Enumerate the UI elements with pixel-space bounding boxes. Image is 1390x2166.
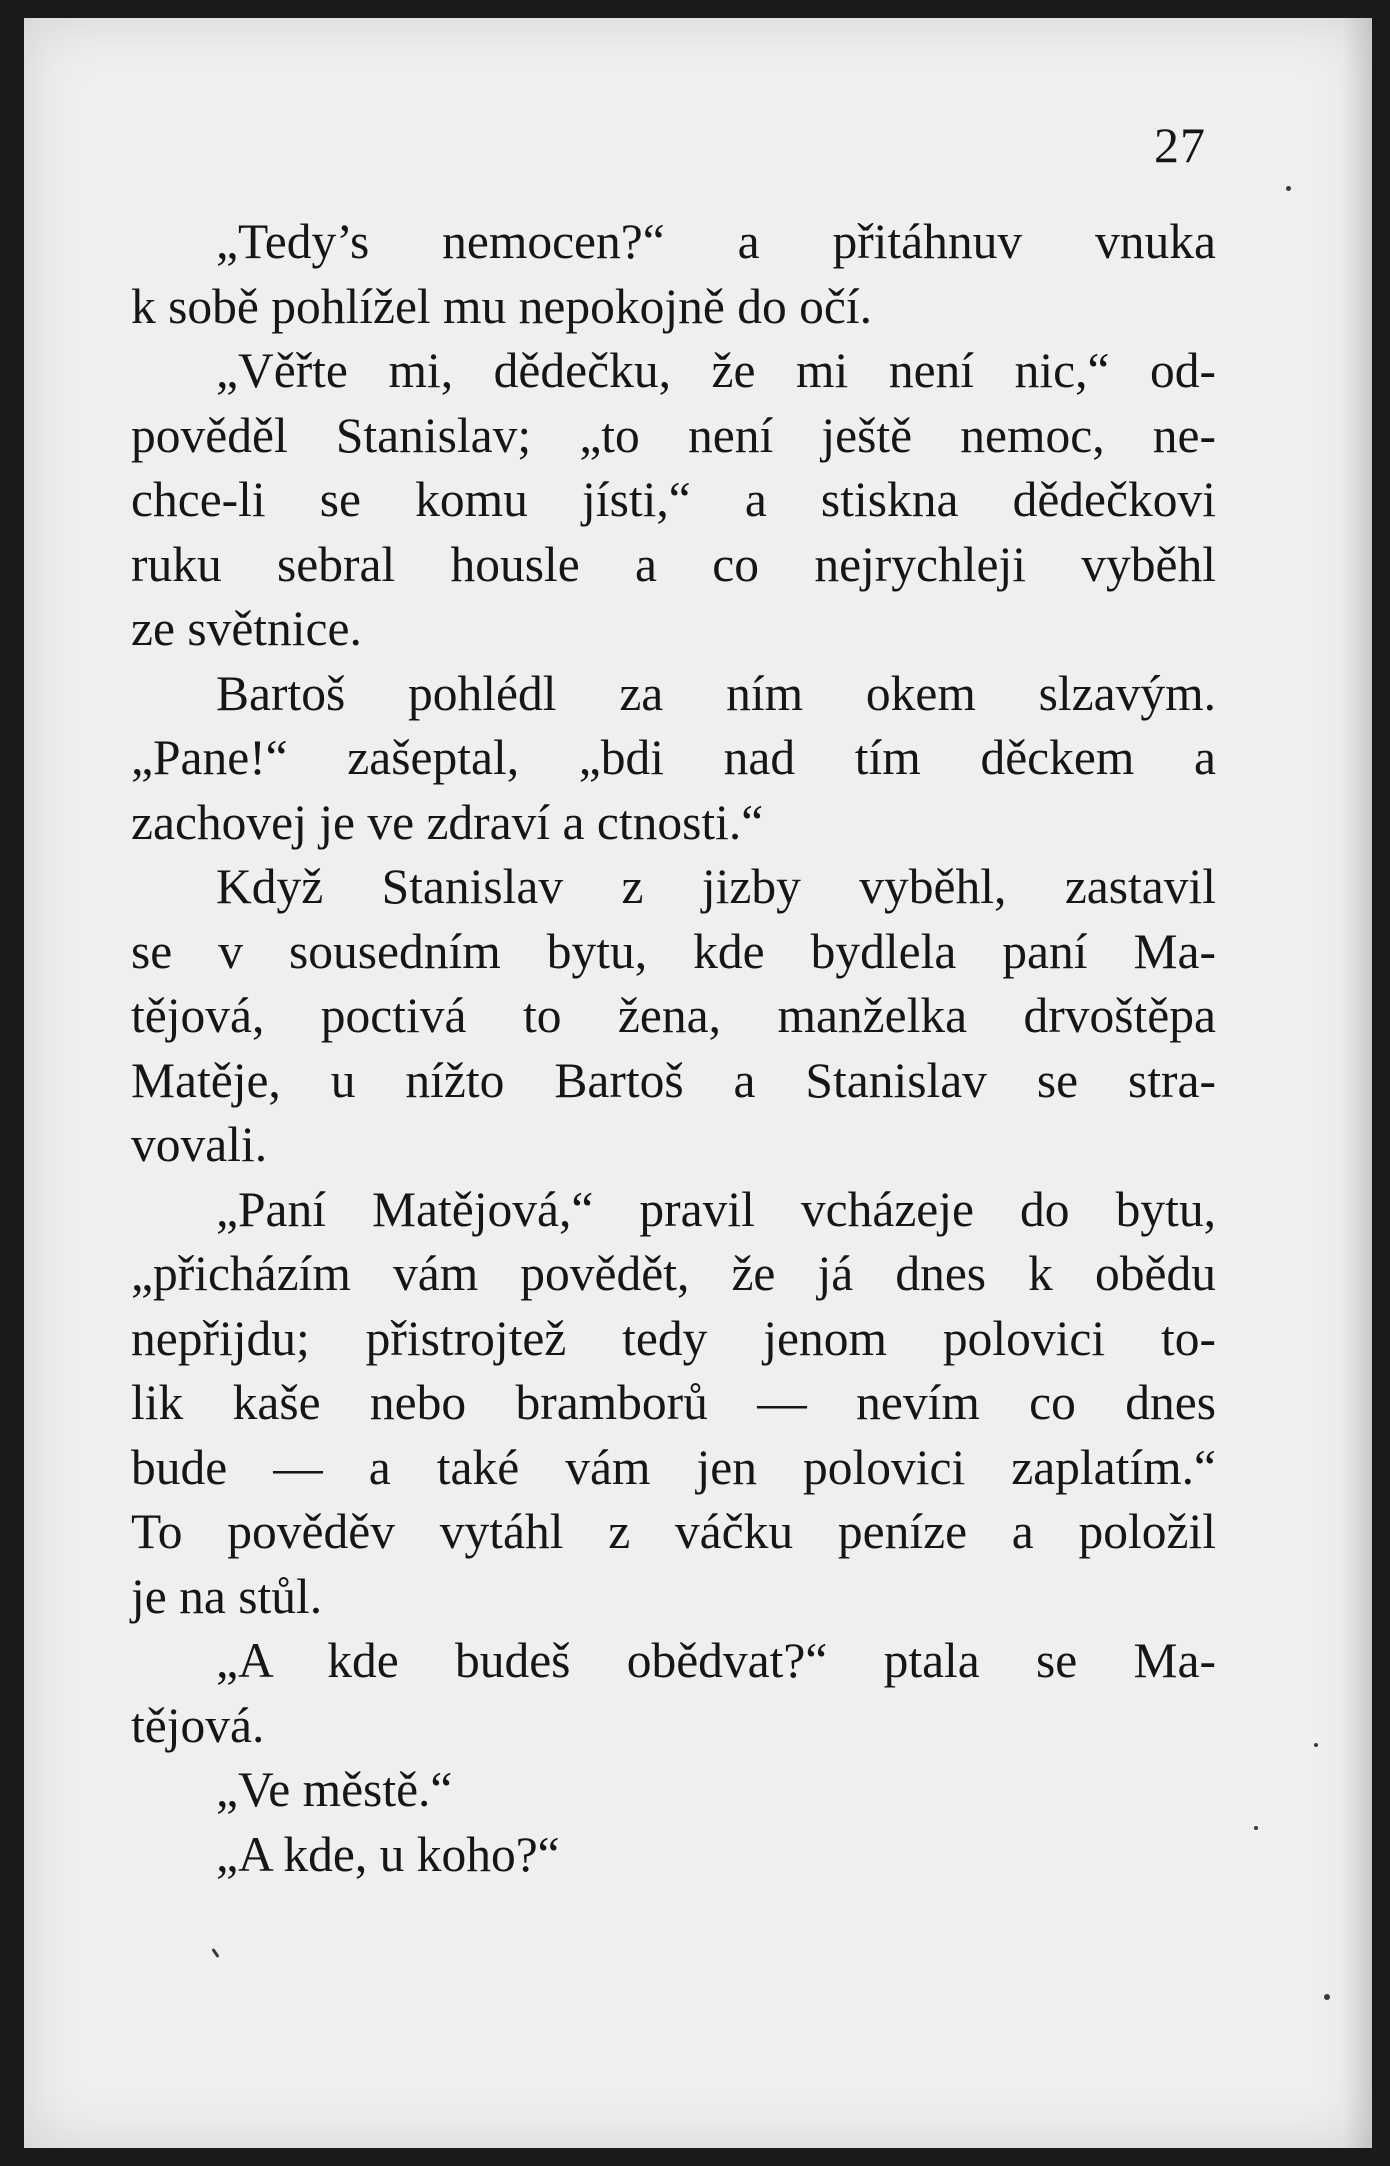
text-line: To pověděv vytáhl z váčku peníze a položil	[131, 1504, 1216, 1559]
text-line: ze světnice.	[131, 601, 362, 656]
body-text	[131, 210, 1216, 1887]
text-line: tějová.	[131, 1697, 265, 1753]
text-line: je na stůl.	[131, 1568, 323, 1624]
text-line: Když Stanislav z jizby vyběhl, zastavil	[216, 859, 1216, 914]
text-line: „Tedy’s nemocen?“ a přitáhnuv vnuka	[216, 214, 1216, 269]
text-line: „Věřte mi, dědečku, že mi není nic,“ od-	[216, 343, 1216, 398]
text-line: Bartoš pohlédl za ním okem slzavým.	[216, 665, 1216, 721]
text-line: „A kde, u koho?“	[216, 1826, 560, 1882]
text-line: lik kaše nebo bramborů — nevím co dnes	[131, 1375, 1216, 1430]
text-line: Matěje, u nížto Bartoš a Stanislav se stra-	[131, 1052, 1216, 1108]
print-speck	[1286, 186, 1291, 191]
text-line: zachovej je ve zdraví a ctnosti.“	[131, 794, 764, 850]
text-line: vovali.	[131, 1117, 268, 1172]
text-line: „Pane!“ zašeptal, „bdi nad tím děckem a	[131, 730, 1216, 785]
text-line: se v sousedním bytu, kde bydlela paní Ma-	[131, 923, 1216, 979]
page-number: 27	[1154, 117, 1206, 173]
text-line: „Paní Matějová,“ pravil vcházeje do bytu,	[216, 1181, 1216, 1237]
text-line: tějová, poctivá to žena, manželka drvoštěpa	[131, 988, 1216, 1043]
text-line: ruku sebral housle a co nejrychleji vyběhl	[131, 536, 1216, 592]
page-edge-shadow	[1342, 18, 1372, 2148]
text-line: chce-li se komu jísti,“ a stiskna dědečkovi	[131, 472, 1216, 527]
print-speck	[211, 1948, 219, 1958]
text-line: „přicházím vám povědět, že já dnes k obědu	[131, 1246, 1216, 1301]
text-line: „Ve městě.“	[216, 1762, 453, 1817]
text-line: k sobě pohlížel mu nepokojně do očí.	[131, 278, 872, 334]
print-speck	[1254, 1826, 1258, 1830]
text-line: pověděl Stanislav; „to není ještě nemoc, ne-	[131, 407, 1216, 463]
print-speck	[1324, 1994, 1330, 2000]
text-line: bude — a také vám jen polovici zaplatím.“	[131, 1439, 1216, 1495]
book-page	[24, 18, 1372, 2148]
text-line: nepřijdu; přistrojtež tedy jenom polovici to-	[131, 1310, 1216, 1366]
print-speck	[1314, 1743, 1318, 1747]
text-line: „A kde budeš obědvat?“ ptala se Ma-	[216, 1633, 1216, 1688]
